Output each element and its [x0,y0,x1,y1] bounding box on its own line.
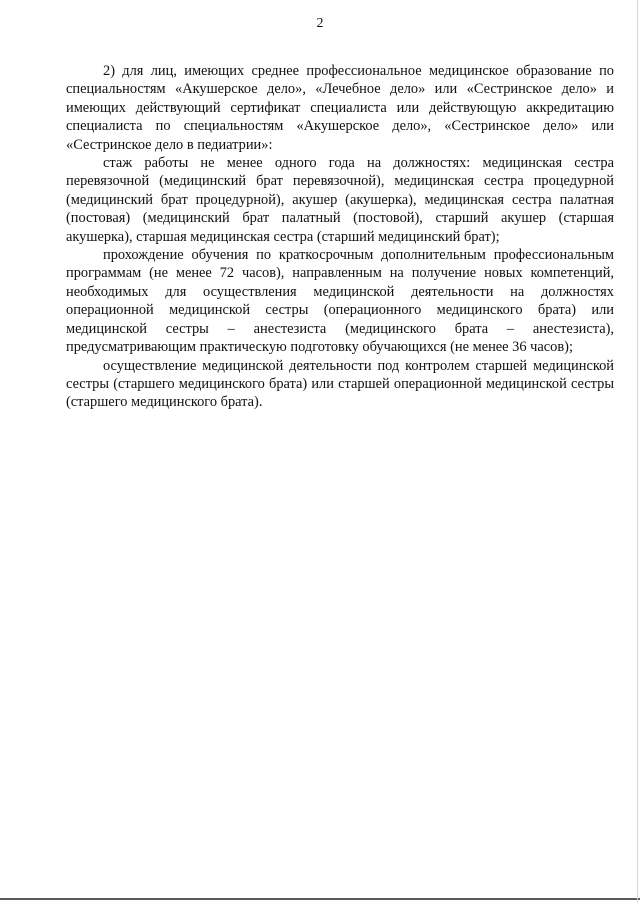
paragraph-training: прохождение обучения по краткосрочным дополнительным профессиональным программам (не менее 72 часов), направленным на получение новых компетенций, необходимых для осуществления медицинской деятельности на должностях операционной медицинской сестры (операционного медицинского брата) или медицинской сестры – анестезиста (медицинского брата – анестезиста), предусматривающим практическую подготовку обучающихся (не менее 36 часов); [66,247,614,356]
document-body [66,62,614,412]
page-number: 2 [316,16,324,31]
paragraph-work-experience: стаж работы не менее одного года на должностях: медицинская сестра перевязочной (медицинский брат перевязочной), медицинская сестра процедурной (медицинский брат процедурной), акушер (акушерка), медицинская сестра палатная (постовая) (медицинский брат палатный (постовой), старший акушер (старшая акушерка), старшая медицинская сестра (старший медицинский брат); [66,155,614,245]
scan-bottom-edge [0,898,640,900]
paragraph-eligibility-criteria: 2) для лиц, имеющих среднее профессиональное медицинское образование по специальностям «Акушерское дело», «Лечебное дело» или «Сестринское дело» и имеющих действующий сертификат специалиста или действующую аккредитацию специалиста по специальностям «Акушерское дело», «Сестринское дело» или «Сестринское дело в педиатрии»: [66,63,614,153]
paragraph-supervised-practice: осуществление медицинской деятельности под контролем старшей медицинской сестры (старшего медицинского брата) или старшей операционной медицинской сестры (старшего медицинского брата). [66,357,614,411]
scan-right-edge [637,0,638,903]
